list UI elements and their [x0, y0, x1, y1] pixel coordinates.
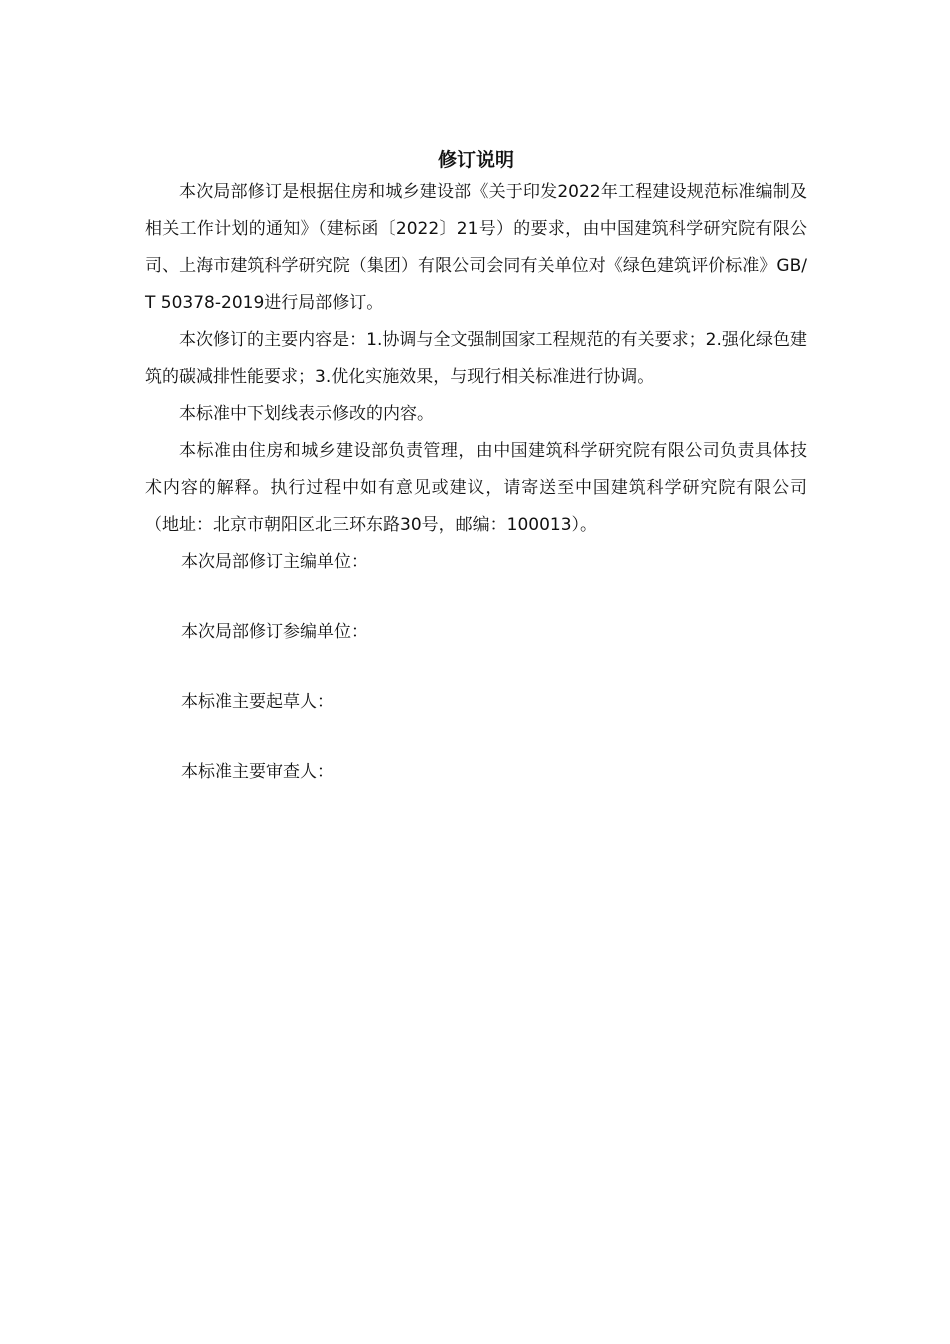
label-chief-editor-unit: 本次局部修订主编单位：	[181, 552, 368, 572]
label-main-drafters: 本标准主要起草人：	[181, 692, 334, 712]
label-spacer	[145, 721, 807, 754]
paragraph-revision-basis: 本次局部修订是根据住房和城乡建设部《关于印发2022年工程建设规范标准编制及相关工作计划的通知》（建标函〔2022〕21号）的要求，由中国建筑科学研究院有限公司、上海市建筑科学研究院（集团）有限公司会同有关单位对《绿色建筑评价标准》GB/T 50378-2019进行局部修订。	[145, 182, 807, 313]
label-spacer	[145, 581, 807, 614]
label-main-reviewers: 本标准主要审查人：	[181, 762, 334, 782]
label-spacer	[145, 651, 807, 684]
label-participating-unit: 本次局部修订参编单位：	[181, 622, 368, 642]
paragraph-main-content: 本次修订的主要内容是：1.协调与全文强制国家工程规范的有关要求；2.强化绿色建筑的碳减排性能要求；3.优化实施效果，与现行相关标准进行协调。	[145, 330, 807, 387]
document-body	[145, 146, 807, 791]
document-title: 修订说明	[437, 149, 514, 171]
paragraph-underline-note: 本标准中下划线表示修改的内容。	[179, 404, 434, 424]
paragraph-management-contact: 本标准由住房和城乡建设部负责管理，由中国建筑科学研究院有限公司负责具体技术内容的解释。执行过程中如有意见或建议，请寄送至中国建筑科学研究院有限公司（地址：北京市朝阳区北三环东路30号，邮编：100013）。	[145, 441, 807, 535]
